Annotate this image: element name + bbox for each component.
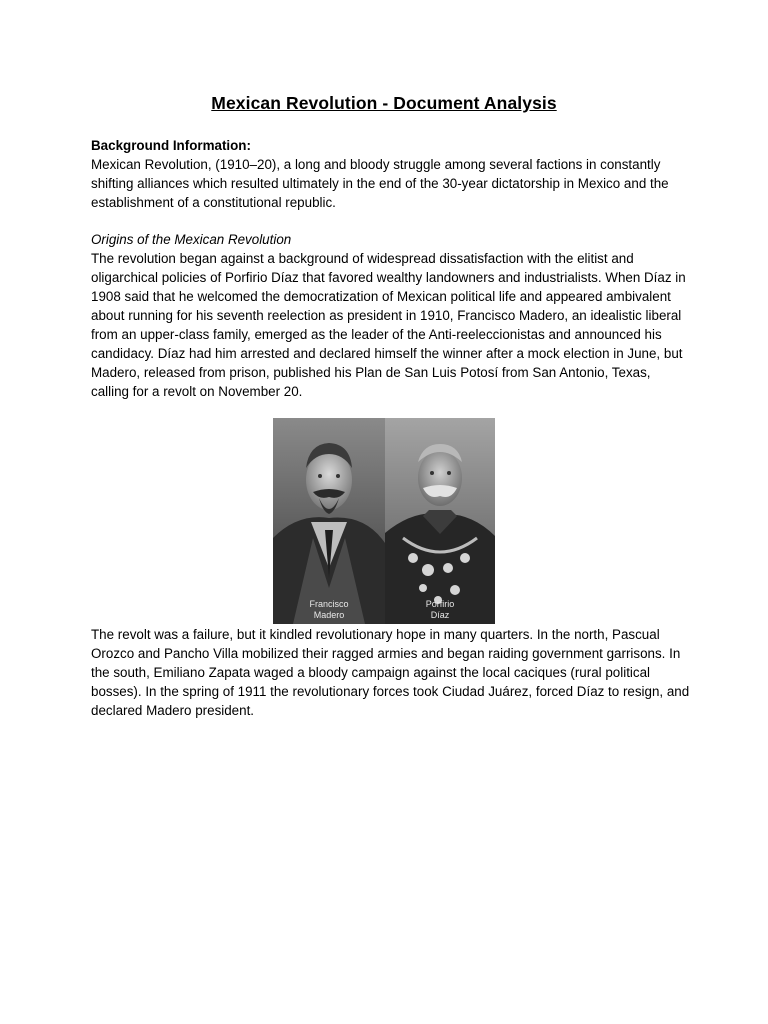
- diaz-portrait: [385, 418, 495, 624]
- madero-portrait: [273, 418, 385, 624]
- background-section: [91, 136, 691, 212]
- madero-diaz-portrait-photo: [273, 418, 495, 624]
- document-title: Mexican Revolution - Document Analysis: [211, 93, 557, 113]
- madero-caption-line2: Madero: [313, 610, 345, 620]
- origins-section: [91, 230, 691, 401]
- revolt-section: [91, 625, 691, 720]
- diaz-caption-line2: Díaz: [430, 610, 450, 620]
- madero-caption-line1: Francisco: [309, 599, 349, 609]
- revolt-paragraph: The revolt was a failure, but it kindled revolutionary hope in many quarters. In the north, Pascual Orozco and Pancho Villa mobilized their ragged armies and began raiding government garrisons. In the south, Emiliano Zapata waged a bloody campaign against the local caciques (rural political bosses). In the spring of 1911 the revolutionary forces took Ciudad Juárez, forced Díaz to resign, and declared Madero president.: [91, 627, 690, 718]
- background-paragraph: Mexican Revolution, (1910–20), a long and bloody struggle among several factions in constantly shifting alliances which resulted ultimately in the end of the 30-year dictatorship in Mexico and the establishment of a constitutional republic.: [91, 157, 669, 210]
- origins-heading: Origins of the Mexican Revolution: [91, 232, 292, 247]
- background-heading: Background Information:: [91, 138, 251, 153]
- origins-paragraph: The revolution began against a background of widespread dissatisfaction with the elitist and oligarchical policies of Porfirio Díaz that favored wealthy landowners and industrialists. When Díaz in 1908 said that he welcomed the democratization of Mexican political life and appeared ambivalent about running for his seventh reelection as president in 1910, Francisco Madero, an idealistic liberal from an upper-class family, emerged as the leader of the Anti-reeleccionistas and announced his candidacy. Díaz had him arrested and declared himself the winner after a mock election in June, but Madero, released from prison, published his Plan de San Luis Potosí from San Antonio, Texas, calling for a revolt on November 20.: [91, 251, 686, 399]
- diaz-caption-line1: Porfirio: [425, 599, 455, 609]
